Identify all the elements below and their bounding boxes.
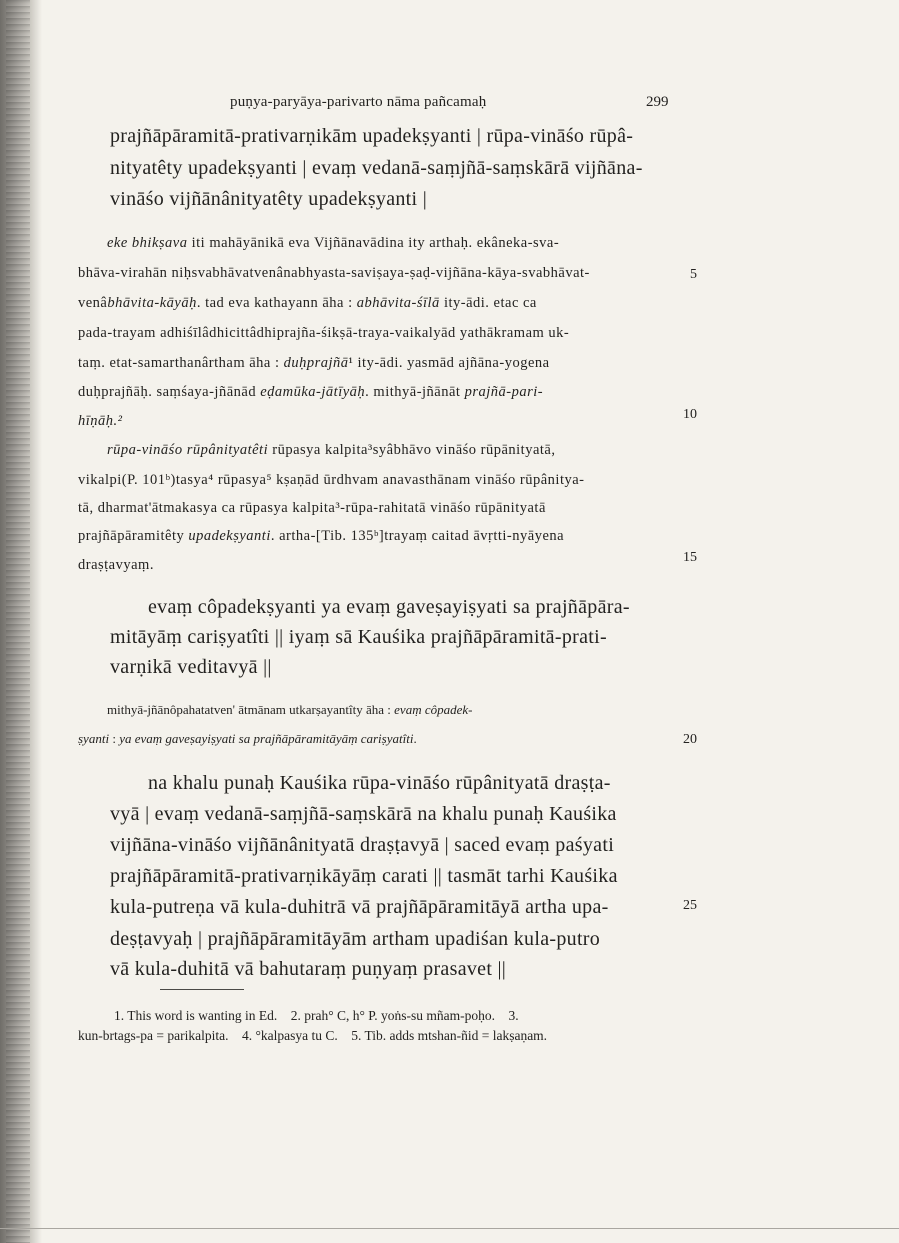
commentary-line: pada-trayam adhiśīlâdhicittâdhiprajña-śikṣā-traya-vaikalyād yathākramam uk- <box>78 325 570 341</box>
commentary-line: prajñāpāramitêty upadekṣyanti. artha-[Tib. 135ᵇ]trayaṃ caitad āvṛtti-nyāyena <box>78 528 565 544</box>
commentary-line: rūpa-vināśo rūpânityatêti rūpasya kalpita³syâbhāvo vināśo rūpānityatā, <box>107 442 556 458</box>
line-number: 20 <box>683 732 697 747</box>
commentary-line: venâbhāvita-kāyāḥ. tad eva kathayann āha : abhāvita-śīlā ity-ādi. etac ca <box>78 295 537 311</box>
commentary-line: vikalpi(P. 101ᵇ)tasya⁴ rūpasya⁵ kṣaṇād ūrdhvam anavasthānam vināśo rūpânitya- <box>78 472 585 488</box>
commentary-line: eke bhikṣava iti mahāyānikā eva Vijñānavādina ity arthaḥ. ekâneka-sva- <box>107 235 560 251</box>
footnote-line: 1. This word is wanting in Ed. 2. prah° C, h° P. yoṅs-su mñam-poḥo. 3. <box>114 1008 519 1023</box>
binding-texture <box>6 0 30 1243</box>
commentary-line: duḥprajñāḥ. saṃśaya-jñānād eḍamūka-jātīyāḥ. mithyā-jñānāt prajñā-pari- <box>78 384 544 400</box>
page-edge <box>0 1228 899 1229</box>
footnote-line: kun-brtags-pa = parikalpita. 4. °kalpasya tu C. 5. Tib. adds mtshan-ñid = lakṣaṇam. <box>78 1028 548 1043</box>
root-text-line: prajñāpāramitā-prativarṇikām upadekṣyanti | rūpa-vināśo rūpâ- <box>110 125 634 147</box>
root-text-line: vijñāna-vināśo vijñānânityatā draṣṭavyā | saced evaṃ paśyati <box>110 834 615 856</box>
root-text-line: vā kula-duhitā vā bahutaraṃ puṇyaṃ prasavet || <box>110 958 507 980</box>
root-text-line: vināśo vijñānânityatêty upadekṣyanti | <box>110 188 427 210</box>
line-number: 15 <box>683 550 697 565</box>
root-text-line: mitāyāṃ cariṣyatîti || iyaṃ sā Kauśika prajñāpāramitā-prati- <box>110 626 607 648</box>
root-text-line: varṇikā veditavyā || <box>110 656 272 678</box>
root-text-line: vyā | evaṃ vedanā-saṃjñā-saṃskārā na khalu punaḥ Kauśika <box>110 803 617 825</box>
root-text-line: prajñāpāramitā-prativarṇikāyāṃ carati || tasmāt tarhi Kauśika <box>110 865 618 887</box>
line-number: 10 <box>683 407 697 422</box>
line-number: 5 <box>690 267 697 282</box>
commentary-line: tā, dharmat'ātmakasya ca rūpasya kalpita³-rūpa-rahitatā vināśo rūpānityatā <box>78 500 546 516</box>
commentary-line: bhāva-virahān niḥsvabhāvatvenânabhyasta-saviṣaya-ṣaḍ-vijñāna-kāya-svabhāvat- <box>78 265 590 281</box>
commentary-line: hīṇāḥ.² <box>78 413 123 429</box>
root-text-line: kula-putreṇa vā kula-duhitrā vā prajñāpāramitāyā artha upa- <box>110 896 609 918</box>
footnote-rule <box>160 989 244 990</box>
commentary-line: ṣyanti : ya evaṃ gaveṣayiṣyati sa prajñāpāramitāyāṃ cariṣyatîti. <box>78 731 417 746</box>
lemma: eke bhikṣava <box>107 235 188 251</box>
commentary-line: mithyā-jñānôpahatatven' ātmānam utkarṣayantîty āha : evaṃ côpadek- <box>107 702 473 717</box>
commentary-line: draṣṭavyaṃ. <box>78 557 154 573</box>
root-text-line: na khalu punaḥ Kauśika rūpa-vināśo rūpânityatā draṣṭa- <box>148 772 611 794</box>
line-number: 25 <box>683 898 697 913</box>
root-text-line: deṣṭavyaḥ | prajñāpāramitāyām artham upadiśan kula-putro <box>110 928 601 950</box>
running-header: puṇya-paryāya-parivarto nāma pañcamaḥ <box>230 94 487 110</box>
lemma: rūpa-vināśo rūpânityatêti <box>107 442 269 458</box>
root-text-line: nityatêty upadekṣyanti | evaṃ vedanā-saṃjñā-saṃskārā vijñāna- <box>110 157 643 179</box>
root-text-line: evaṃ côpadekṣyanti ya evaṃ gaveṣayiṣyati sa prajñāpāra- <box>148 596 630 618</box>
page-number: 299 <box>646 94 669 110</box>
commentary-line: taṃ. etat-samarthanârtham āha : duḥprajñā¹ ity-ādi. yasmād ajñāna-yogena <box>78 355 550 371</box>
